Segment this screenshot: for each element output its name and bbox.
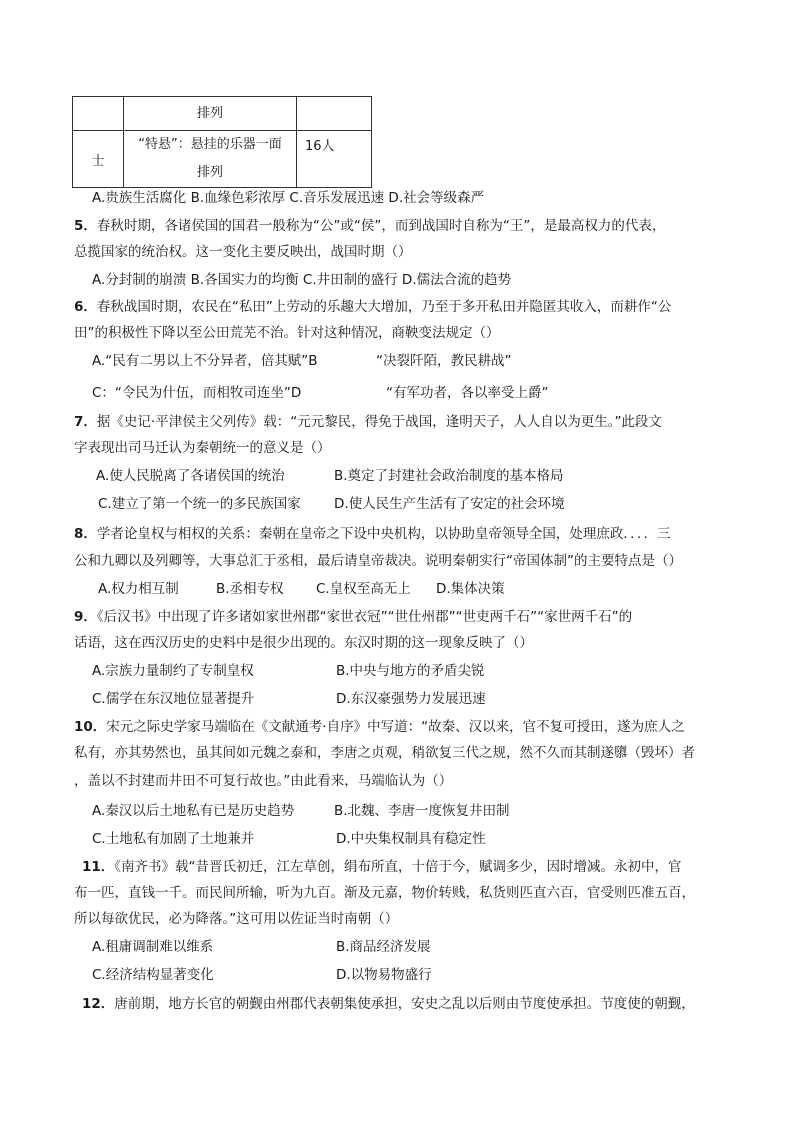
q6-option-b: “决裂阡陌，教民耕战” <box>376 353 512 369</box>
q10-option-c: C.土地私有加剧了土地兼并 <box>92 831 255 847</box>
q10-option-b: B.北魏、李唐一度恢复井田制 <box>334 803 510 819</box>
cell-value: 16人 <box>305 139 335 154</box>
q11-stem-line: 所以每欲优民，必为降落。”这可用以佐证当时南朝（） <box>74 911 399 927</box>
stem-text: 《南齐书》载“昔晋氏初迁，江左草创，绢布所直，十倍于今，赋调多少，因时增减。永初中，官 <box>114 859 682 875</box>
q7-option-d: D.使人民生产生活有了安定的社会环境 <box>334 496 565 512</box>
table-cell <box>73 97 124 131</box>
question-number: 5． <box>74 218 97 234</box>
q9-stem-line: 话语，这在西汉历史的史料中是很少出现的。东汉时期的这一现象反映了（） <box>74 635 533 651</box>
q8-option-a: A.权力相互制 <box>98 581 179 597</box>
table-cell <box>297 131 372 188</box>
q10-stem-line: ，盖以不封建而井田不可复行故也。”由此看来，马端临认为（） <box>74 773 453 789</box>
q6-option-d: “有军功者，各以率受上爵” <box>386 385 549 401</box>
q9-option-d: D.东汉豪强势力发展迅速 <box>336 691 486 707</box>
q8-stem-line: 公和九卿以及列卿等，大事总汇于丞相，最后请皇帝裁决。说明秦朝实行“帝国体制”的主要特点是（） <box>74 553 682 569</box>
q9-stem-line <box>74 607 632 627</box>
q7-option-b: B.奠定了封建社会政治制度的基本格局 <box>334 468 564 484</box>
q8-option-c: C.皇权至高无上 <box>316 581 411 597</box>
cell-line: 排列 <box>196 165 223 180</box>
q4-options: A.贵族生活腐化 B.血缘色彩浓厚 C.音乐发展迅速 D.社会等级森严 <box>92 190 485 206</box>
q5-stem-line <box>74 216 665 236</box>
q6-option-a: A.“民有二男以上不分异者，倍其赋”B <box>92 353 318 369</box>
stem-text: 《后汉书》中出现了许多诸如家世州郡“家世衣冠”“世仕州郡”“世吏两千石”“家世两千石”的 <box>96 609 633 625</box>
question-number: 11． <box>82 859 115 875</box>
stem-text: 春秋时期，各诸侯国的国君一般称为“公”或“侯”，而到战国时自称为“王”，是最高权力的代表， <box>96 218 666 234</box>
stem-text: 唐前期，地方长官的朝觐由州郡代表朝集使承担，安史之乱以后则由节度使承担。节度使的朝觐， <box>114 996 695 1012</box>
q7-option-c: C.建立了第一个统一的多民族国家 <box>98 496 301 512</box>
table-row <box>73 131 372 188</box>
ritual-music-table <box>72 96 372 188</box>
stem-text: 学者论皇权与相权的关系：秦朝在皇帝之下设中央机构，以协助皇帝领导全国，处理庶政．．．．三 <box>96 526 671 542</box>
table-cell: 排列 <box>124 97 297 131</box>
q7-stem-line <box>74 412 662 432</box>
q9-option-c: C.儒学在东汉地位显著提升 <box>92 691 255 707</box>
q11-option-b: B.商品经济发展 <box>336 939 431 955</box>
question-number: 12． <box>82 996 115 1012</box>
q11-stem-line <box>82 857 682 877</box>
q11-option-c: C.经济结构显著变化 <box>92 967 214 983</box>
question-number: 9． <box>74 609 97 625</box>
q10-stem-line <box>74 717 685 737</box>
table-cell <box>124 131 297 188</box>
table-cell: 士 <box>73 131 124 188</box>
stem-text: 宋元之际史学家马端临在《文献通考·自序》中写道：“故秦、汉以来，官不复可授田，遂为庶人之 <box>106 719 685 735</box>
cell-line: “特悬”：悬挂的乐器一面 <box>138 137 282 152</box>
q7-option-a: A.使人民脱离了各诸侯国的统治 <box>96 468 285 484</box>
q8-option-b: B.丞相专权 <box>216 581 284 597</box>
table-cell <box>297 97 372 131</box>
table-row <box>73 97 372 131</box>
question-number: 10． <box>74 719 107 735</box>
stem-text: 春秋战国时期，农民在“私田”上劳动的乐趣大大增加，乃至于多开私田并隐匿其收入，而耕作“公 <box>96 299 672 315</box>
q9-option-b: B.中央与地方的矛盾尖锐 <box>336 663 485 679</box>
q5-options: A.分封制的崩溃 B.各国实力的均衡 C.井田制的盛行 D.儒法合流的趋势 <box>92 272 512 288</box>
q7-stem-line: 字表现出司马迁认为秦朝统一的意义是（） <box>74 440 331 456</box>
q10-option-a: A.秦汉以后土地私有已是历史趋势 <box>92 803 295 819</box>
question-number: 8． <box>74 526 97 542</box>
q8-stem-line <box>74 524 671 544</box>
q11-option-d: D.以物易物盛行 <box>336 967 432 983</box>
q11-stem-line: 布一匹，直钱一千。而民间所输，听为九百。渐及元嘉，物价转贱，私货则匹直六百，官受则匹准五百， <box>74 885 695 901</box>
q11-option-a: A.租庸调制难以维系 <box>92 939 214 955</box>
q10-option-d: D.中央集权制具有稳定性 <box>336 831 486 847</box>
q6-stem-line: 田”的积极性下降以至公田荒芜不治。针对这种情况，商鞅变法规定（） <box>74 325 500 341</box>
q8-option-d: D.集体决策 <box>436 581 505 597</box>
q12-stem-line <box>82 994 695 1014</box>
q9-option-a: A.宗族力量制约了专制皇权 <box>92 663 254 679</box>
question-number: 6． <box>74 299 97 315</box>
q6-option-c: C：“令民为什伍，而相牧司连坐”D <box>92 385 302 401</box>
q6-stem-line <box>74 297 671 317</box>
q10-stem-line: 私有，亦其势然也，虽其间如元魏之泰和，李唐之贞观，稍欲复三代之规，然不久而其制遂隳（毁坏）者 <box>74 745 695 761</box>
q5-stem-line: 总揽国家的统治权。这一变化主要反映出，战国时期（） <box>74 244 412 260</box>
question-number: 7． <box>74 414 97 430</box>
stem-text: 据《史记·平津侯主父列传》载：“元元黎民，得免于战国，逢明天子，人人自以为更生。”此段文 <box>96 414 662 430</box>
